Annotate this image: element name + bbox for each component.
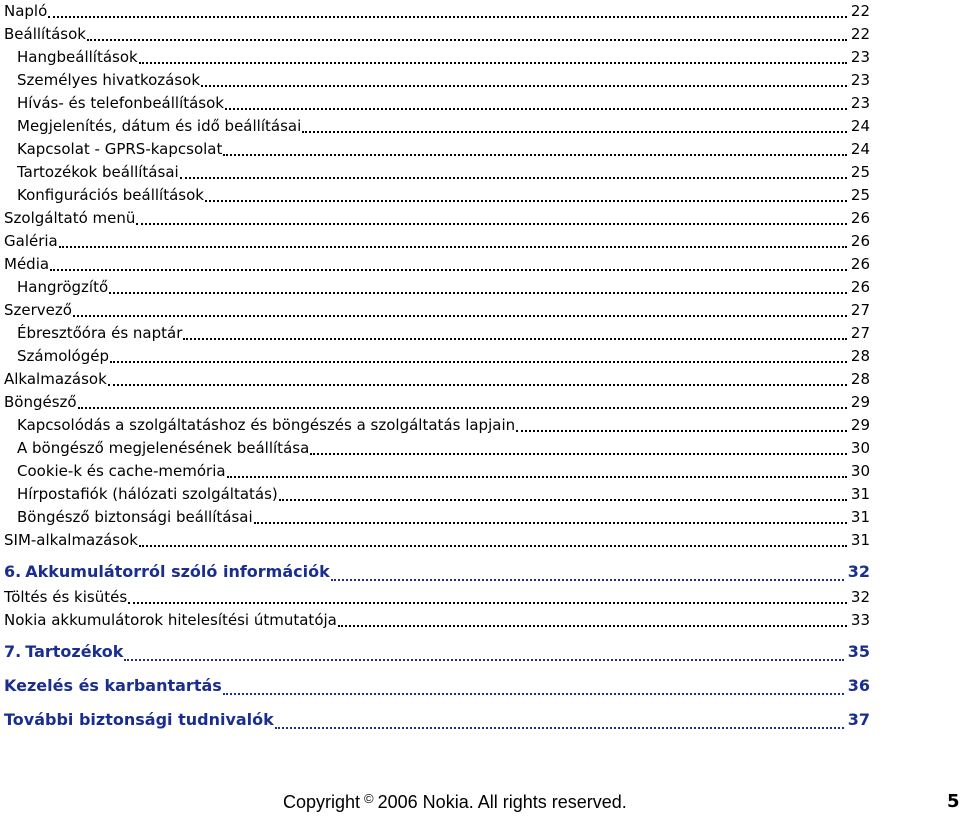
toc-title: Böngésző biztonsági beállításai [17,508,253,526]
toc-page-number: 27 [850,301,870,319]
chapter-number: 6. [4,562,22,581]
toc-title: Beállítások [4,25,86,43]
toc-entry[interactable] [4,207,870,230]
toc-title: Kapcsolódás a szolgáltatáshoz és böngészés a szolgáltatás lapjain [17,416,516,434]
toc-page-number: 36 [847,676,870,695]
toc-page-number: 26 [850,255,870,273]
toc-title: Személyes hivatkozások [17,71,201,89]
toc-page-number: 23 [850,94,870,112]
copyright-icon: © [364,791,374,806]
toc-chapter[interactable] [4,558,870,586]
dot-leader [78,407,847,409]
toc-title: Nokia akkumulátorok hitelesítési útmutatója [4,611,337,629]
toc-title: Hírpostafiók (hálózati szolgáltatás) [17,485,278,503]
toc-title: Tartozékok beállításai [17,163,179,181]
toc-title: Számológép [17,347,109,365]
toc-page-number: 30 [850,462,870,480]
toc-page-number: 24 [850,140,870,158]
toc-page-number: 22 [850,25,870,43]
toc-entry[interactable] [4,161,870,184]
dot-leader [50,269,847,271]
toc-chapter[interactable] [4,672,870,700]
toc-page-number: 35 [847,642,870,661]
chapter-number: 7. [4,642,22,661]
dot-leader [180,177,847,179]
toc-page-number: 32 [847,562,870,581]
toc-page-number: 37 [847,710,870,729]
toc-page-number: 26 [850,209,870,227]
toc-entry[interactable] [4,414,870,437]
toc-page-number: 22 [850,2,870,20]
toc-entry[interactable] [4,322,870,345]
dot-leader [73,315,847,317]
dot-leader [124,659,843,661]
toc-entry[interactable] [4,460,870,483]
dot-leader [87,39,847,41]
dot-leader [136,223,847,225]
dot-leader [516,430,847,432]
dot-leader [48,16,847,18]
toc-page-number: 31 [850,485,870,503]
toc-title: Töltés és kisütés [4,588,128,606]
toc-title: Hangrögzítő [17,278,109,296]
toc-entry[interactable] [4,138,870,161]
dot-leader [139,545,847,547]
toc-page-number: 23 [850,48,870,66]
dot-leader [225,108,847,110]
dot-leader [109,292,847,294]
dot-leader [331,579,844,581]
toc-page-number: 31 [850,531,870,549]
toc-entry[interactable] [4,586,870,609]
dot-leader [201,85,847,87]
toc-title: Alkalmazások [4,370,107,388]
dot-leader [223,693,844,695]
dot-leader [59,246,847,248]
toc-page-number: 27 [850,324,870,342]
copyright-word: Copyright [283,792,361,812]
toc-entry[interactable] [4,299,870,322]
toc-entry[interactable] [4,345,870,368]
toc-page-number: 29 [850,393,870,411]
toc-page-number: 26 [850,278,870,296]
toc-title: Hívás- és telefonbeállítások [17,94,224,112]
toc-title: Akkumulátorról szóló információk [25,562,330,581]
toc-title: Böngésző [4,393,77,411]
toc-page-number: 28 [850,347,870,365]
toc-title: Konfigurációs beállítások [17,186,204,204]
toc-title: Tartozékok [25,642,124,661]
toc-title: Szervező [4,301,72,319]
toc-entry[interactable] [4,276,870,299]
dot-leader [108,384,847,386]
toc-entry[interactable] [4,529,870,552]
toc-entry[interactable] [4,115,870,138]
toc-title: Szolgáltató menü [4,209,136,227]
toc-entry[interactable] [4,0,870,23]
toc-page-number: 26 [850,232,870,250]
toc-page-number: 25 [850,186,870,204]
dot-leader [183,338,847,340]
toc-entry[interactable] [4,506,870,529]
toc-title: SIM-alkalmazások [4,531,138,549]
table-of-contents [4,0,870,734]
toc-title: Cookie-k és cache-memória [17,462,226,480]
toc-entry[interactable] [4,391,870,414]
toc-page-number: 23 [850,71,870,89]
dot-leader [254,522,847,524]
toc-chapter[interactable] [4,706,870,734]
dot-leader [275,727,844,729]
copyright-text: 2006 Nokia. All rights reserved. [377,792,627,812]
toc-page-number: 33 [850,611,870,629]
toc-title: További biztonsági tudnivalók [4,710,274,729]
toc-entry[interactable] [4,253,870,276]
toc-page-number: 24 [850,117,870,135]
toc-entry[interactable] [4,230,870,253]
toc-entry[interactable] [4,368,870,391]
dot-leader [279,499,847,501]
toc-page-number: 32 [850,588,870,606]
toc-title: Hangbeállítások [17,48,138,66]
dot-leader [338,625,847,627]
toc-page-number: 31 [850,508,870,526]
dot-leader [227,476,847,478]
toc-entry[interactable] [4,92,870,115]
footer-copyright [283,791,627,813]
page-number: 5 [947,791,960,812]
toc-title: Galéria [4,232,58,250]
toc-title: Kezelés és karbantartás [4,676,222,695]
dot-leader [205,200,847,202]
toc-page-number: 28 [850,370,870,388]
toc-entry[interactable] [4,437,870,460]
toc-entry[interactable] [4,46,870,69]
toc-title: A böngésző megjelenésének beállítása [17,439,310,457]
dot-leader [310,453,847,455]
dot-leader [223,154,847,156]
toc-entry[interactable] [4,483,870,506]
dot-leader [128,602,847,604]
toc-entry[interactable] [4,23,870,46]
dot-leader [302,131,847,133]
toc-entry[interactable] [4,609,870,632]
toc-entry[interactable] [4,184,870,207]
toc-title: Megjelenítés, dátum és idő beállításai [17,117,302,135]
toc-title: Média [4,255,50,273]
toc-page-number: 29 [850,416,870,434]
toc-entry[interactable] [4,69,870,92]
toc-chapter[interactable] [4,638,870,666]
toc-title: Kapcsolat - GPRS-kapcsolat [17,140,223,158]
toc-page-number: 25 [850,163,870,181]
toc-title: Ébresztőóra és naptár [17,324,183,342]
toc-page-number: 30 [850,439,870,457]
dot-leader [139,62,847,64]
toc-title: Napló [4,2,48,20]
dot-leader [110,361,847,363]
